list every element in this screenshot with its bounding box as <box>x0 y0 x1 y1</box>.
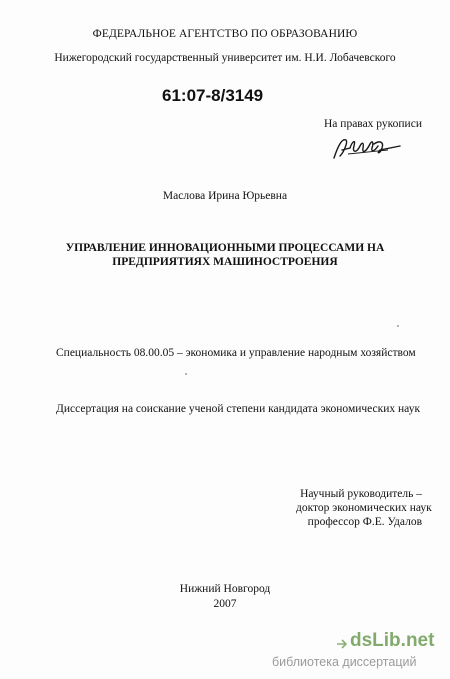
scan-speck <box>185 373 187 375</box>
year: 2007 <box>213 598 237 610</box>
advisor-line-3: профессор Ф.Е. Удалов <box>307 516 422 528</box>
agency-heading: ФЕДЕРАЛЬНОЕ АГЕНТСТВО ПО ОБРАЗОВАНИЮ <box>92 28 358 40</box>
dissertation-degree-line: Диссертация на соискание ученой степени кандидата экономических наук <box>56 403 421 415</box>
watermark-logo: dsLib.net <box>350 630 435 651</box>
dslib-watermark <box>272 630 444 674</box>
scan-speck <box>397 325 399 327</box>
registration-code: 61:07-8/3149 <box>162 86 264 105</box>
handwritten-signature <box>330 132 402 164</box>
university-name: Нижегородский государственный университет им. Н.И. Лобачевского <box>54 52 396 64</box>
author-name: Маслова Ирина Юрьевна <box>162 190 288 202</box>
title-line-2: ПРЕДПРИЯТИЯХ МАШИНОСТРОЕНИЯ <box>112 256 338 268</box>
watermark-subtitle: библиотека диссертаций <box>272 655 417 669</box>
advisor-line-1: Научный руководитель – <box>300 488 422 500</box>
scientific-advisor-block <box>296 487 432 529</box>
rights-note: На правах рукописи <box>324 118 422 130</box>
watermark-arrow-icon <box>336 638 348 650</box>
dissertation-title <box>0 241 450 269</box>
advisor-line-2: доктор экономических наук <box>296 502 432 514</box>
title-line-1: УПРАВЛЕНИЕ ИННОВАЦИОННЫМИ ПРОЦЕССАМИ НА <box>65 242 385 254</box>
specialty-line: Специальность 08.00.05 – экономика и управление народным хозяйством <box>56 347 416 359</box>
city: Нижний Новгород <box>179 583 271 595</box>
